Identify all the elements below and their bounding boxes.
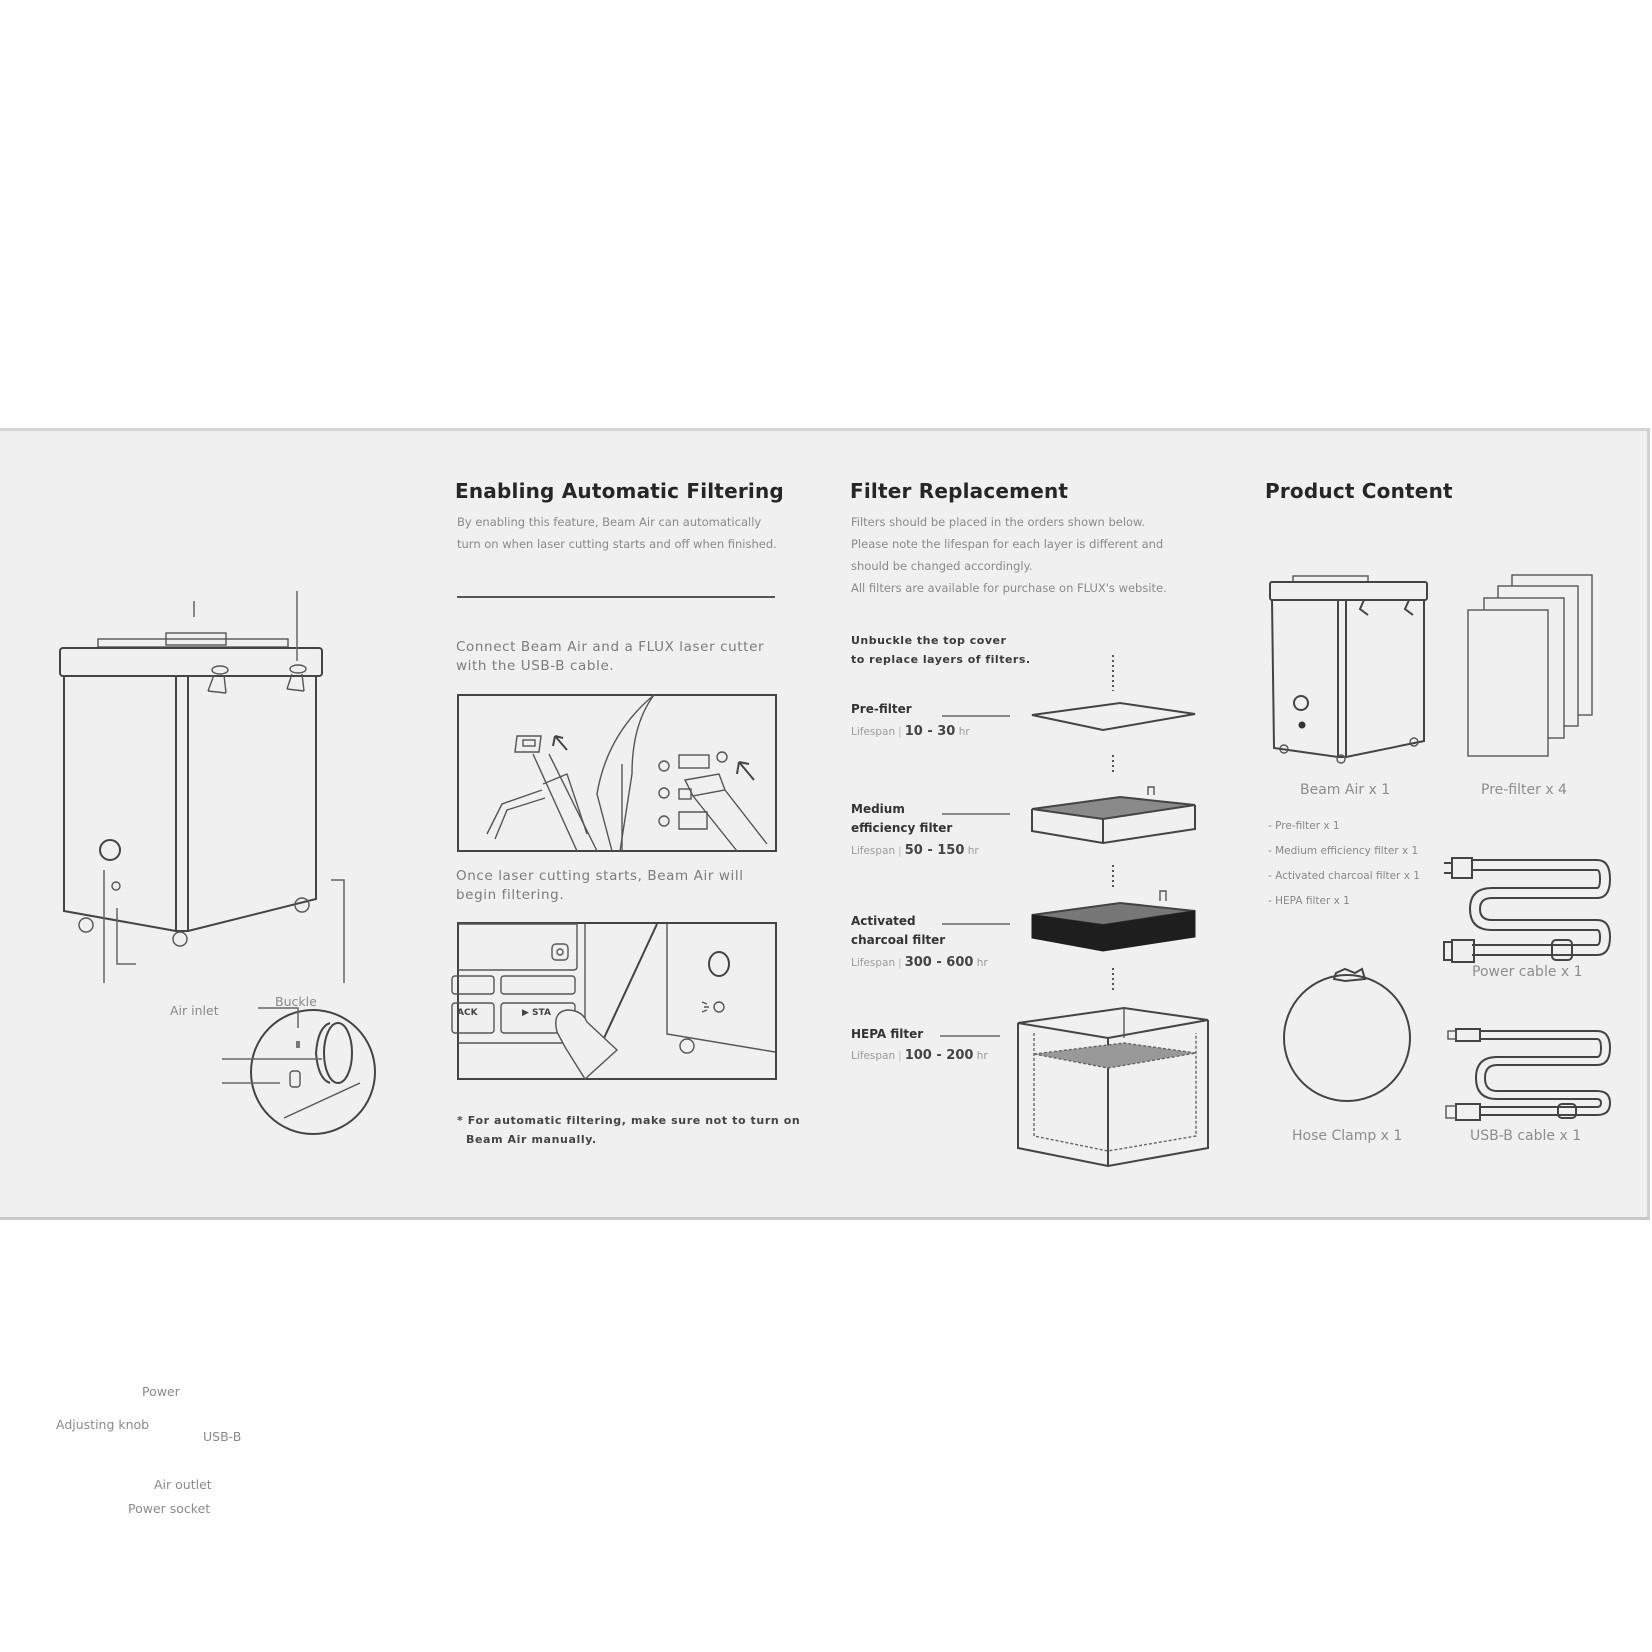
filter-replacement-title: Filter Replacement xyxy=(850,479,1069,503)
label-air-outlet: Air outlet xyxy=(154,1477,212,1492)
lifespan-activated-charcoal: Lifespan | 300 - 600 hr xyxy=(851,955,988,970)
filter-replacement-description: Filters should be placed in the orders shown below. Please note the lifespan for each layer is different and should be changed accordingly. All filters are available for purchase on FLUX's website. xyxy=(851,515,1167,595)
lifespan-medium-efficiency: Lifespan | 50 - 150 hr xyxy=(851,843,979,858)
start-button-illustration xyxy=(457,922,777,1080)
auto-filtering-title: Enabling Automatic Filtering xyxy=(455,479,784,503)
caption-hose-clamp: Hose Clamp x 1 xyxy=(1292,1128,1403,1144)
list-item: - Activated charcoal filter x 1 xyxy=(1268,870,1420,882)
beam-air-unit-illustration xyxy=(0,431,420,1211)
caption-beam-air: Beam Air x 1 xyxy=(1300,782,1391,798)
list-item: - Pre-filter x 1 xyxy=(1268,820,1340,832)
usb-connection-illustration xyxy=(457,694,777,852)
lifespan-pre-filter: Lifespan | 10 - 30 hr xyxy=(851,724,970,739)
section-divider xyxy=(457,596,775,598)
filter-stack-illustration xyxy=(940,651,1200,1171)
list-item: - HEPA filter x 1 xyxy=(1268,895,1350,907)
label-buckle: Buckle xyxy=(275,994,317,1009)
label-power: Power xyxy=(142,1384,180,1399)
list-item: - Medium efficiency filter x 1 xyxy=(1268,845,1419,857)
auto-filtering-description: By enabling this feature, Beam Air can automatically turn on when laser cutting starts and off when finished. xyxy=(457,515,777,551)
caption-usb-b-cable: USB-B cable x 1 xyxy=(1470,1128,1582,1144)
product-content-title: Product Content xyxy=(1265,479,1453,503)
step-connect-usb: Connect Beam Air and a FLUX laser cutter with the USB-B cable. xyxy=(456,639,765,674)
caption-power-cable: Power cable x 1 xyxy=(1472,964,1583,980)
label-power-socket: Power socket xyxy=(128,1501,211,1516)
step-begin-filtering: Once laser cutting starts, Beam Air will begin filtering. xyxy=(456,868,744,903)
label-usb-b: USB-B xyxy=(203,1429,242,1444)
auto-filtering-note: * For automatic filtering, make sure not to turn on Beam Air manually. xyxy=(457,1114,801,1146)
label-air-inlet: Air inlet xyxy=(170,1003,219,1018)
unbuckle-instruction: Unbuckle the top cover to replace layers of filters. xyxy=(851,634,1031,666)
back-button-fragment: ACK xyxy=(457,1008,478,1018)
caption-pre-filter: Pre-filter x 4 xyxy=(1481,782,1567,798)
start-button-fragment: ▶ STA xyxy=(522,1008,551,1018)
instruction-panel: Air inlet Buckle Power Adjusting knob USB-B Air outlet Power socket Enabling Automatic Filtering By enabling this feature, Beam Air can automatically turn on when laser cutting starts and off when finished. Connect Beam Air and a FLUX laser cutter with the USB-B cable. Once laser cutting starts, Beam Air will begin filtering. ACK ▶ STA * For automatic filtering, make sure not to turn on Beam Air manually. Filter Replacement Filters should be placed in the orders shown below. Please note the lifespan for each layer is different and should be changed accordingly. All filters are available for purchase on FLUX's website. Unbuckle the top cover to replace layers of filters. Pre-filter Lifespan | 10 - 30 hr Medium efficiency filter Lifespan | 50 - 150 hr Activated charcoal filter Lifespan | 300 - 600 hr HEPA filter Lifespan | 100 - 200 hr Product Content Beam Air x 1 Pre-filter x 4 - Pre-filter x 1 - Medium efficiency filter x 1 - Activated charcoal filter x 1 - HEPA filter x 1 Power cable x 1 Hose Clamp x 1 USB-B cable x 1 xyxy=(0,428,1650,1220)
included-filters-list xyxy=(1268,814,1420,914)
lifespan-hepa: Lifespan | 100 - 200 hr xyxy=(851,1048,988,1063)
label-adjusting-knob: Adjusting knob xyxy=(56,1417,150,1432)
